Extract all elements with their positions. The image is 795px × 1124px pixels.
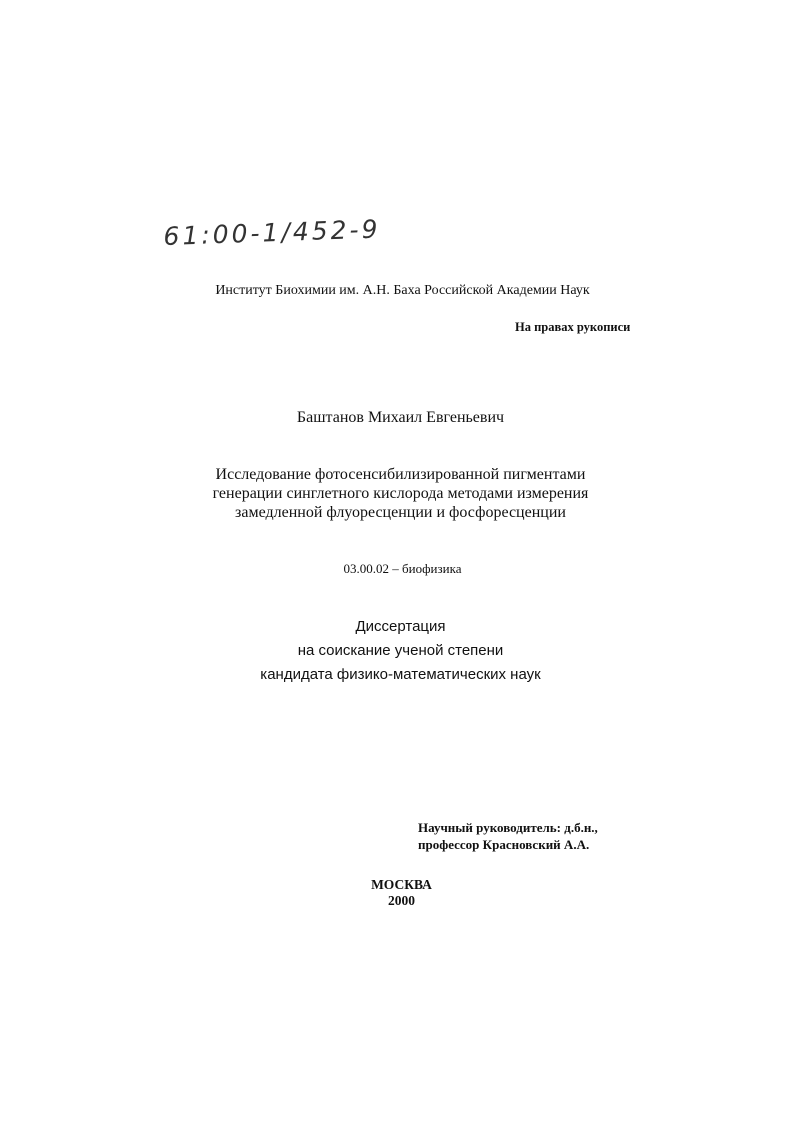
handwritten-archive-code: 61:00-1/452-9 xyxy=(163,214,381,251)
dissertation-title xyxy=(0,465,795,522)
specialty-code: 03.00.02 – биофизика xyxy=(343,561,462,576)
degree-line: на соискание ученой степени xyxy=(297,642,504,659)
city: МОСКВА xyxy=(371,877,432,892)
title-line: замедленной флуоресценции и фосфоресценции xyxy=(235,504,566,521)
title-line: генерации синглетного кислорода методами измерения xyxy=(212,485,589,502)
rights-notice: На правах рукописи xyxy=(515,320,631,334)
degree-line: кандидата физико-математических наук xyxy=(260,666,541,683)
degree-statement xyxy=(0,615,795,687)
title-line: Исследование фотосенсибилизированной пигментами xyxy=(215,466,586,483)
advisor-line: Научный руководитель: д.б.н., xyxy=(418,820,598,835)
degree-line: Диссертация xyxy=(355,618,446,635)
author-name: Баштанов Михаил Евгеньевич xyxy=(296,409,505,426)
city-and-year xyxy=(0,877,795,909)
advisor-line: профессор Красновский А.А. xyxy=(418,837,590,852)
scientific-advisor xyxy=(418,819,598,853)
year: 2000 xyxy=(388,893,415,908)
institute-name: Институт Биохимии им. А.Н. Баха Российской Академии Наук xyxy=(215,283,590,298)
